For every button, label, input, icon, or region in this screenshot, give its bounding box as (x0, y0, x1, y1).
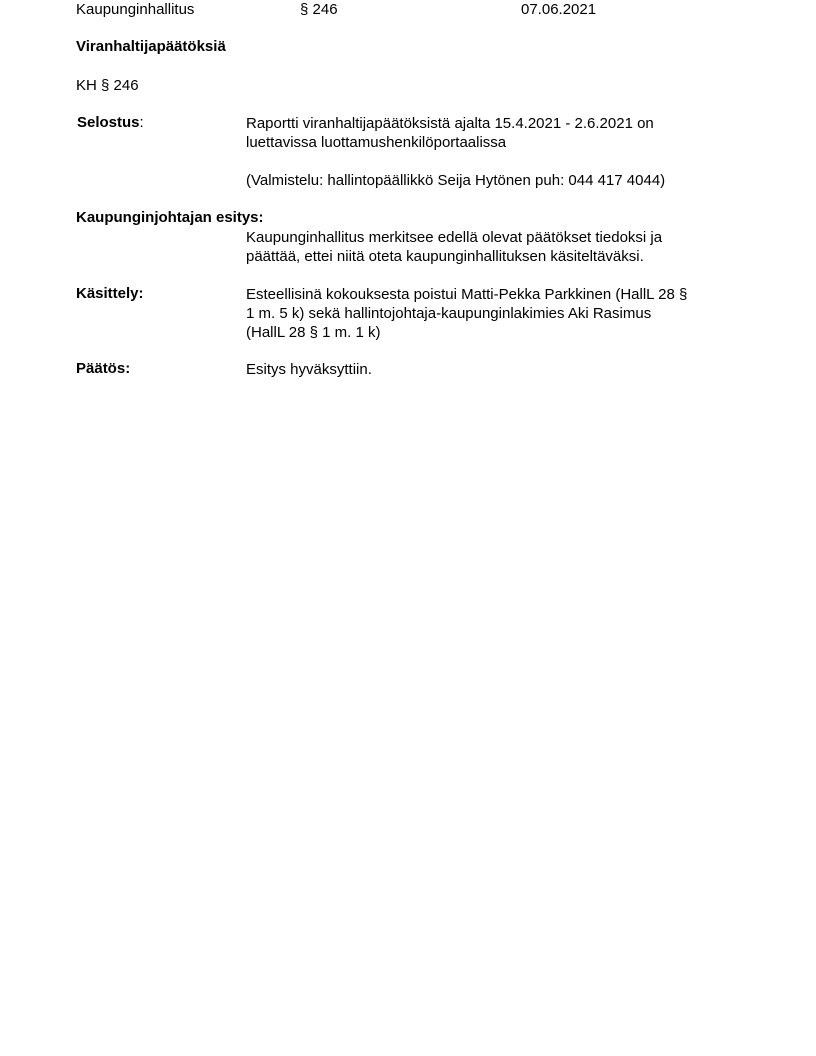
kasittely-line: (HallL 28 § 1 m. 1 k) (246, 324, 381, 341)
esitys-text (246, 228, 736, 266)
section-reference: KH § 246 (76, 77, 139, 94)
esitys-line: Kaupunginhallitus merkitsee edellä olevat päätökset tiedoksi ja (246, 229, 663, 246)
kasittely-line: Esteellisinä kokouksesta poistui Matti-Pekka Parkkinen (HallL 28 § (246, 286, 688, 303)
header-date: 07.06.2021 (521, 1, 597, 18)
paatos-label: Päätös: (76, 360, 131, 377)
document-title: Viranhaltijapäätöksiä (76, 38, 226, 55)
selostus-colon: : (139, 114, 144, 131)
selostus-heading (77, 114, 144, 131)
esitys-line: päättää, ettei niitä oteta kaupunginhallituksen käsiteltäväksi. (246, 248, 644, 265)
preparer-note (246, 171, 736, 190)
kasittely-line: 1 m. 5 k) sekä hallintojohtaja-kaupunginlakimies Aki Rasimus (246, 305, 652, 322)
selostus-text (246, 114, 736, 152)
kasittely-text (246, 285, 736, 342)
esitys-label: Kaupunginjohtajan esitys: (76, 209, 264, 226)
selostus-line: luettavissa luottamushenkilöportaalissa (246, 134, 507, 151)
selostus-line: Raportti viranhaltijapäätöksistä ajalta 15.4.2021 - 2.6.2021 on (246, 115, 654, 132)
header-body-name: Kaupunginhallitus (76, 1, 195, 18)
selostus-label: Selostus (77, 114, 140, 131)
header-section-number: § 246 (300, 1, 338, 18)
paatos-text (246, 360, 736, 379)
kasittely-label: Käsittely: (76, 285, 144, 302)
paatos-line: Esitys hyväksyttiin. (246, 361, 372, 378)
preparer-line: (Valmistelu: hallintopäällikkö Seija Hytönen puh: 044 417 4044) (246, 172, 666, 189)
